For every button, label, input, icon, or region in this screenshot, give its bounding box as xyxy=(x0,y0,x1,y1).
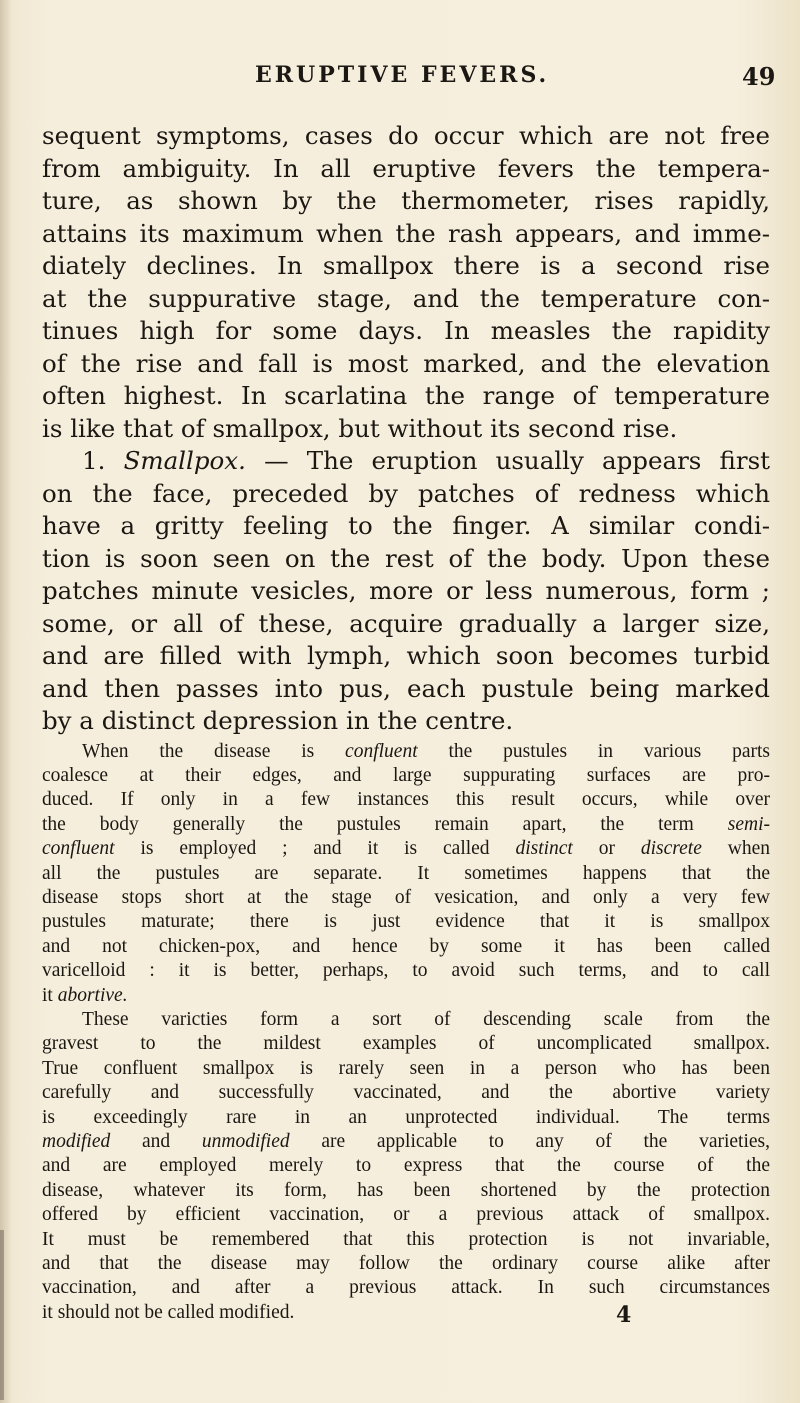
term-discrete: discrete xyxy=(640,838,702,860)
text-line: tion is soon seen on the rest of the body. Upon these xyxy=(42,543,770,573)
text-line: coalesce at their edges, and large suppurating surfaces are pro- xyxy=(42,764,770,786)
text-line: by a distinct depression in the centre. xyxy=(42,706,514,735)
term-confluent: confluent xyxy=(42,838,115,860)
term-modified: modified xyxy=(42,1131,111,1152)
text-span: it xyxy=(42,984,58,1006)
text-line: and are employed merely to express that the course of the xyxy=(42,1155,770,1177)
text-line: attains its maximum when the rash appears, and imme- xyxy=(42,218,770,248)
confluent-paragraph xyxy=(42,740,770,1008)
text-span: the body generally the pustules remain apart, the term xyxy=(42,813,728,835)
text-line: disease, whatever its form, has been shortened by the protection xyxy=(42,1179,770,1201)
page-edge-shadow xyxy=(0,0,12,1403)
text-line: some, or all of these, acquire gradually a larger size, xyxy=(42,608,770,638)
text-line: on the face, preceded by patches of redness which xyxy=(42,478,770,508)
text-line: sequent symptoms, cases do occur which are not free xyxy=(42,121,770,150)
text-span: is employed ; and it is called xyxy=(114,838,516,860)
text-line: is like that of smallpox, but without its second rise. xyxy=(42,413,678,443)
smallpox-paragraph xyxy=(42,445,770,738)
text-line: duced. If only in a few instances this result occurs, while over xyxy=(42,789,770,811)
text-line: pustules maturate; there is just evidence that it is smallpox xyxy=(42,911,770,933)
text-line: ture, as shown by the thermometer, rises rapidly, xyxy=(42,186,770,215)
text-line: all the pustules are separate. It sometimes happens that the xyxy=(42,862,770,884)
page-header xyxy=(0,62,800,102)
term-semi: semi- xyxy=(727,813,770,835)
text-line xyxy=(42,813,770,837)
text-line: and are filled with lymph, which soon becomes turbid xyxy=(42,641,770,670)
text-line: patches minute vesicles, more or less numerous, form ; xyxy=(42,576,770,605)
term-abortive: abortive. xyxy=(57,984,128,1006)
text-span: When the disease is xyxy=(82,740,346,762)
text-line: gravest to the mildest examples of uncomplicated smallpox. xyxy=(42,1033,770,1055)
page-number: 49 xyxy=(742,62,776,91)
text-line: tinues high for some days. In measles the rapidity xyxy=(42,316,770,345)
text-span: the pustules in various parts xyxy=(417,740,771,762)
text-line xyxy=(42,837,770,861)
body-text xyxy=(42,120,770,1325)
text-line xyxy=(42,740,770,764)
text-line: offered by efficient vaccination, or a previous attack of smallpox. xyxy=(42,1204,770,1226)
text-line: carefully and successfully vaccinated, and the abortive variety xyxy=(42,1082,770,1104)
signature-mark: 4 xyxy=(616,1302,632,1328)
term-unmodified: unmodified xyxy=(201,1131,290,1152)
section-heading: Smallpox. xyxy=(123,446,246,475)
text-line: True confluent smallpox is rarely seen in a person who has been xyxy=(42,1057,770,1079)
text-span: are applicable to any of the varieties, xyxy=(289,1131,770,1152)
temperature-paragraph xyxy=(42,120,770,445)
term-confluent: confluent xyxy=(345,740,418,762)
term-distinct: distinct xyxy=(515,838,573,860)
smallpox-heading-line xyxy=(42,445,770,478)
section-number: 1. xyxy=(82,446,106,475)
text-line: it should not be called modified. xyxy=(42,1301,295,1323)
text-span: and xyxy=(110,1131,202,1152)
text-line: These varicties form a sort of descending scale from the xyxy=(82,1008,770,1030)
text-line: from ambiguity. In all eruptive fevers the tempera- xyxy=(42,153,770,183)
text-span: — The eruption usually appears first xyxy=(245,446,770,475)
page-fold-line xyxy=(0,1230,4,1400)
text-line: at the suppurative stage, and the temperature con- xyxy=(42,283,770,313)
varieties-paragraph xyxy=(42,1008,770,1325)
text-line: and that the disease may follow the ordinary course alike after xyxy=(42,1253,770,1275)
text-line: disease stops short at the stage of vesication, and only a very few xyxy=(42,886,770,908)
text-line xyxy=(42,1130,770,1154)
text-line: vaccination, and after a previous attack. In such circumstances xyxy=(42,1277,770,1299)
text-line: diately declines. In smallpox there is a second rise xyxy=(42,251,770,280)
text-line: often highest. In scarlatina the range of temperature xyxy=(42,381,770,410)
text-line: and then passes into pus, each pustule being marked xyxy=(42,673,770,703)
text-span: when xyxy=(701,838,770,860)
text-line: of the rise and fall is most marked, and the elevation xyxy=(42,348,770,378)
text-line: have a gritty feeling to the finger. A similar condi- xyxy=(42,511,770,540)
running-head: ERUPTIVE FEVERS. xyxy=(255,62,550,88)
text-line xyxy=(42,984,770,1008)
text-span: or xyxy=(572,838,641,860)
text-line: varicelloid : it is better, perhaps, to avoid such terms, and to call xyxy=(42,960,770,982)
text-line: It must be remembered that this protection is not invariable, xyxy=(42,1228,770,1250)
text-line: and not chicken-pox, and hence by some it has been called xyxy=(42,935,770,957)
text-line: is exceedingly rare in an unprotected individual. The terms xyxy=(42,1106,770,1128)
